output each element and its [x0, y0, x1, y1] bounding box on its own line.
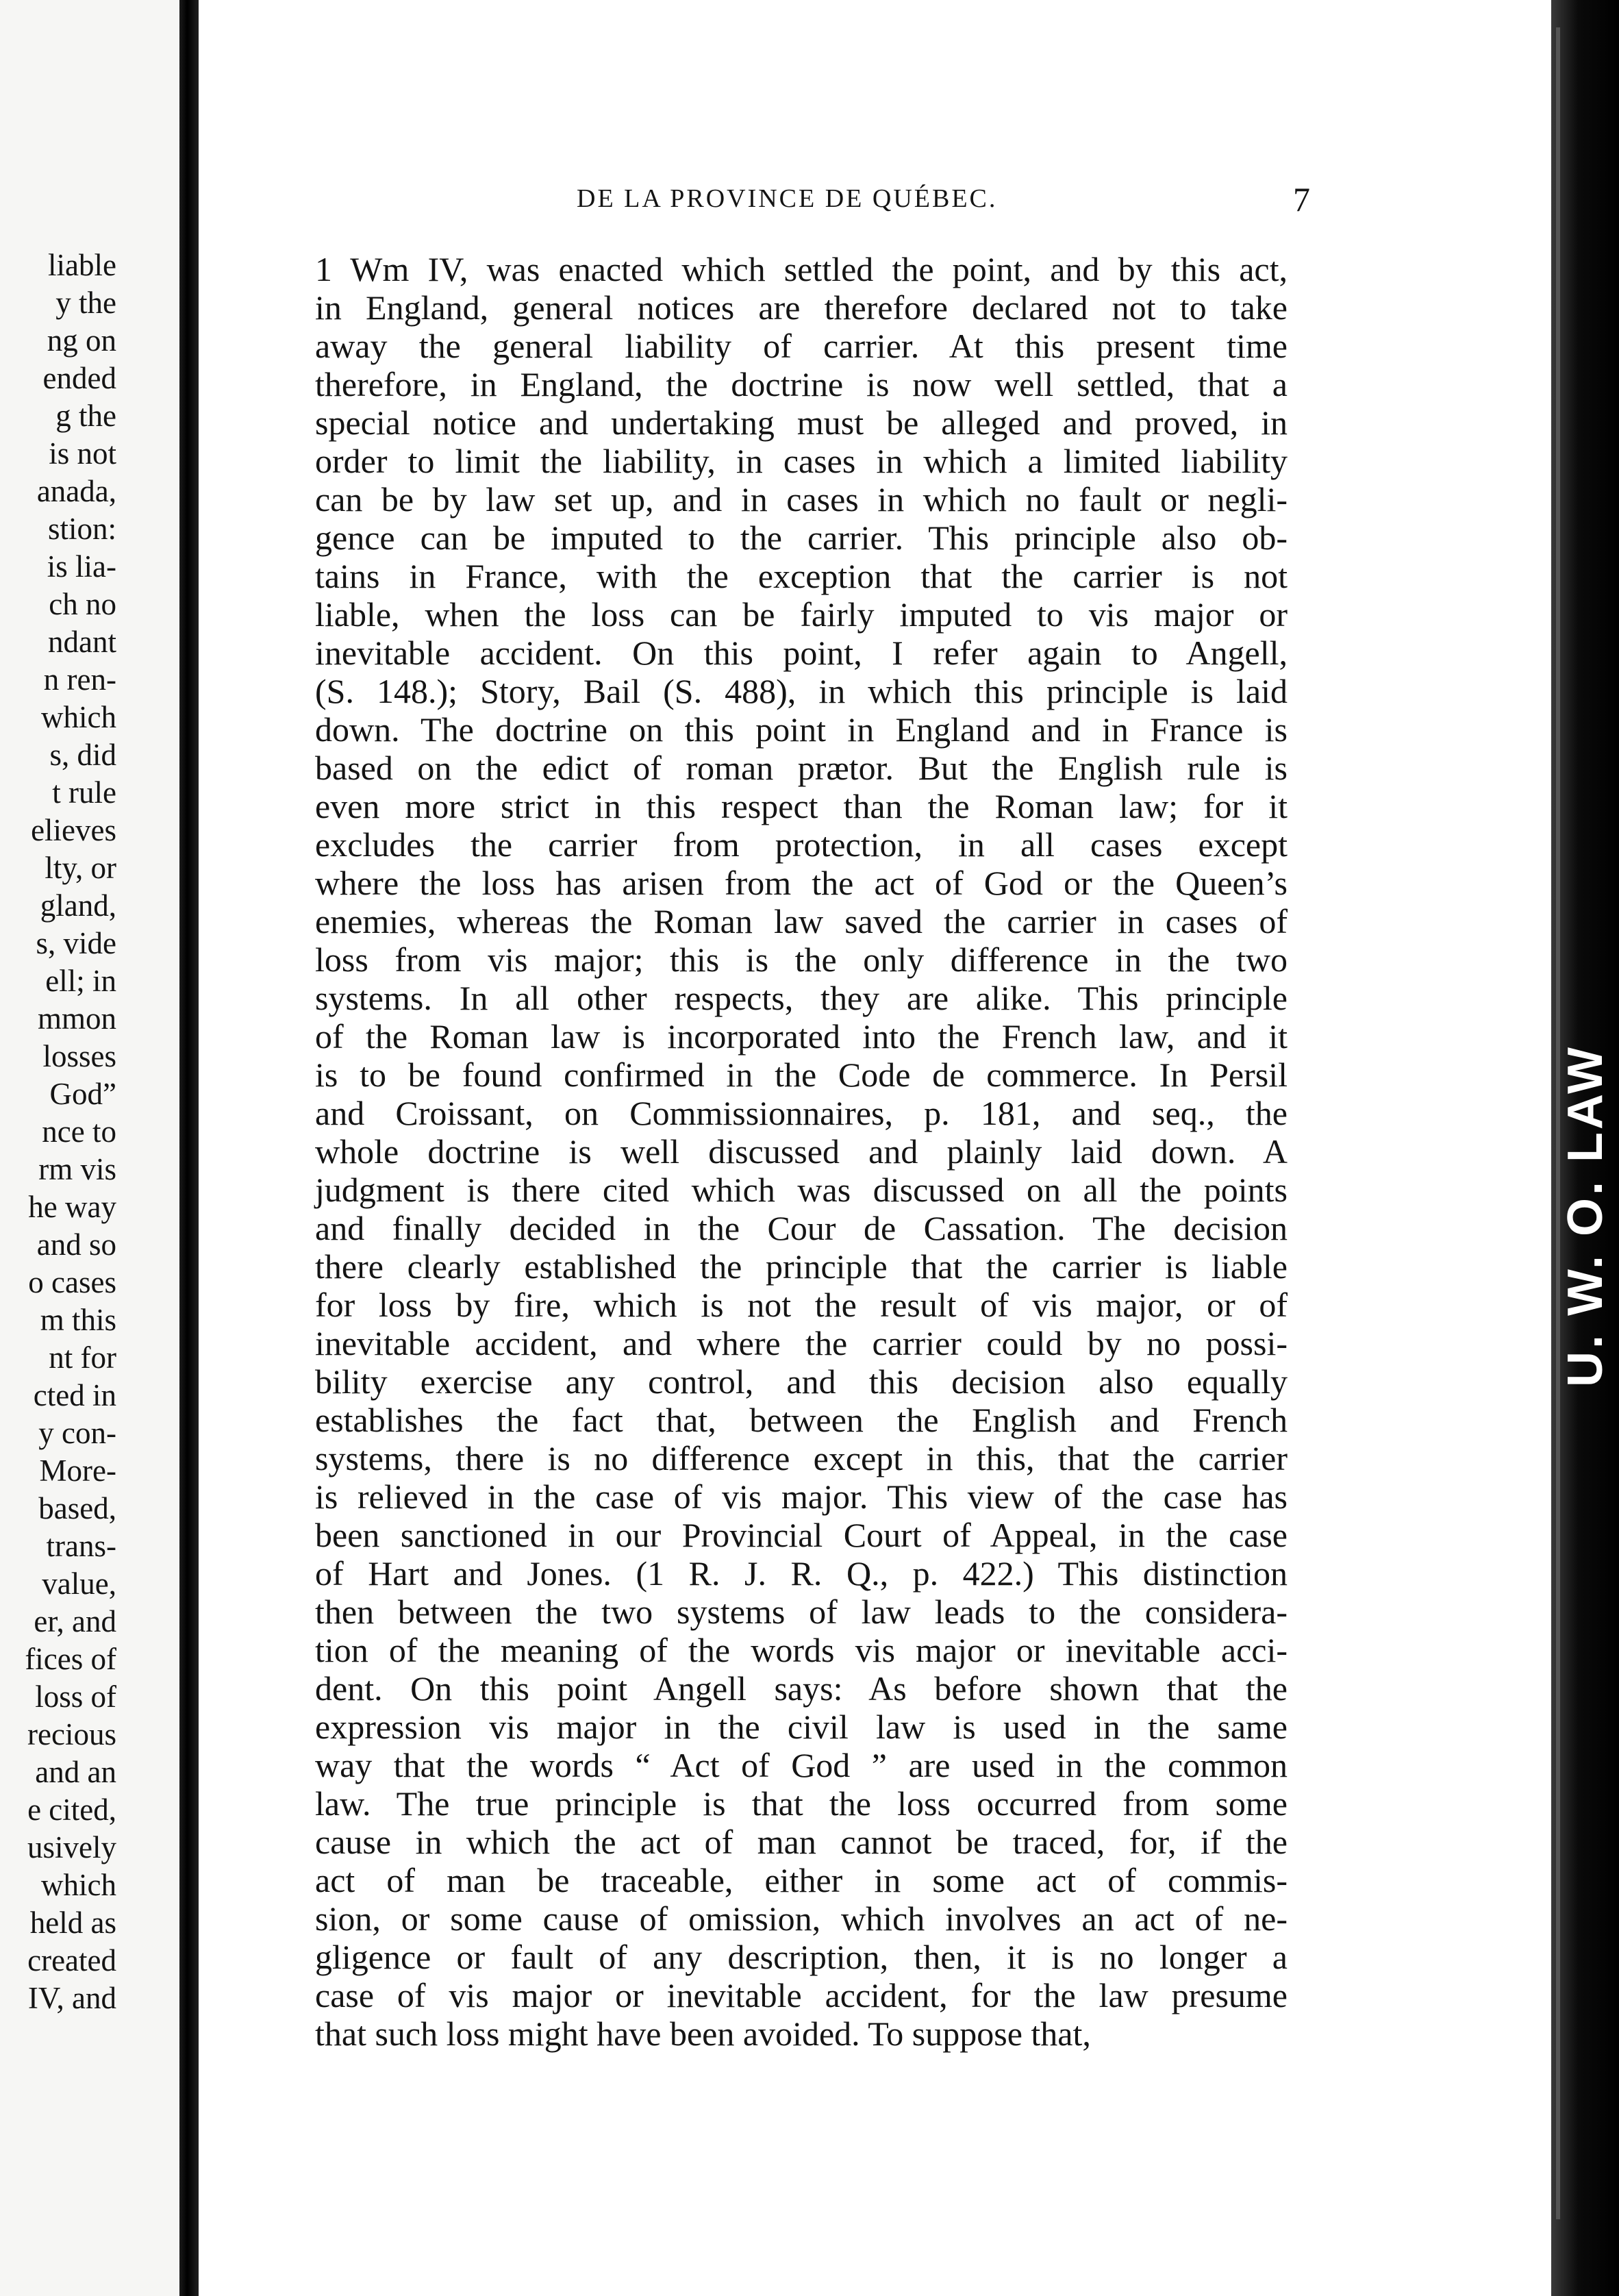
text-line: therefore, in England, the doctrine is now well settled, that a: [315, 365, 1288, 403]
facing-page-line: stion:: [47, 512, 116, 546]
text-line: for loss by fire, which is not the result of vis major, or of: [315, 1286, 1288, 1324]
text-line: away the general liability of carrier. At this present time: [315, 327, 1288, 365]
facing-page-line: which: [41, 700, 116, 734]
text-line: down. The doctrine on this point in England and in France is: [315, 710, 1288, 749]
text-line: 1 Wm IV, was enacted which settled the point, and by this act,: [315, 250, 1288, 288]
facing-page-line: losses: [42, 1039, 116, 1073]
facing-page-text: [25, 247, 116, 2017]
text-line: and Croissant, on Commissionnaires, p. 181, and seq., the: [315, 1094, 1288, 1132]
facing-page-line: er, and: [34, 1604, 116, 1638]
facing-page-line: mmon: [37, 1001, 116, 1036]
text-line: whole doctrine is well discussed and plainly laid down. A: [315, 1132, 1288, 1171]
facing-page-line: usively: [27, 1830, 116, 1864]
facing-page-line: loss of: [35, 1680, 116, 1714]
text-line: gence can be imputed to the carrier. This principle also ob-: [315, 519, 1288, 557]
facing-page-line: value,: [42, 1567, 116, 1601]
text-line: systems, there is no difference except in this, that the carrier: [315, 1439, 1288, 1477]
page-number: 7: [1293, 180, 1310, 219]
running-header: DE LA PROVINCE DE QUÉBEC.: [577, 184, 998, 213]
facing-page-line: nt for: [49, 1340, 116, 1375]
facing-page-line: anada,: [36, 474, 116, 508]
text-line: enemies, whereas the Roman law saved the carrier in cases of: [315, 902, 1288, 940]
facing-page-line: which: [41, 1868, 116, 1902]
text-line: bility exercise any control, and this decision also equally: [315, 1362, 1288, 1401]
facing-page-line: More-: [39, 1453, 116, 1488]
facing-page-line: and so: [36, 1227, 116, 1262]
facing-page-line: n ren-: [43, 662, 116, 697]
text-line: special notice and undertaking must be alleged and proved, in: [315, 403, 1288, 442]
text-line: inevitable accident. On this point, I refer again to Angell,: [315, 634, 1288, 672]
library-stamp-text: U. W. O. LAW: [1558, 1045, 1613, 1387]
text-line: where the loss has arisen from the act of God or the Queen’s: [315, 864, 1288, 902]
facing-page-line: recious: [27, 1717, 116, 1751]
text-line: expression vis major in the civil law is used in the same: [315, 1708, 1288, 1746]
facing-page-line: IV, and: [27, 1981, 116, 2015]
body-text: [315, 250, 1288, 2053]
facing-page-line: ended: [42, 361, 116, 395]
facing-page-line: g the: [55, 399, 116, 433]
text-line: of the Roman law is incorporated into the French law, and it: [315, 1017, 1288, 1056]
text-line: even more strict in this respect than the Roman law; for it: [315, 787, 1288, 825]
book-page: [199, 0, 1551, 2296]
text-line: based on the edict of roman prætor. But the English rule is: [315, 749, 1288, 787]
facing-page-line: is not: [49, 436, 116, 471]
text-line: sion, or some cause of omission, which involves an act of ne-: [315, 1899, 1288, 1938]
text-line: is to be found confirmed in the Code de commerce. In Persil: [315, 1056, 1288, 1094]
binding-shadow: [179, 0, 199, 2296]
facing-page-line: nce to: [42, 1114, 116, 1149]
facing-page-line: e cited,: [27, 1793, 116, 1827]
text-line: cause in which the act of man cannot be traced, for, if the: [315, 1823, 1288, 1861]
facing-page-line: y con-: [38, 1416, 116, 1450]
facing-page-line: and an: [35, 1755, 116, 1789]
facing-page-line: cted in: [33, 1378, 116, 1412]
facing-page-line: is lia-: [47, 549, 116, 584]
facing-page-line: ell; in: [45, 964, 116, 998]
facing-page-line: God”: [49, 1077, 116, 1111]
text-line: order to limit the liability, in cases in which a limited liability: [315, 442, 1288, 480]
text-line: then between the two systems of law leads to the considera-: [315, 1593, 1288, 1631]
text-line: excludes the carrier from protection, in all cases except: [315, 825, 1288, 864]
text-line: way that the words “ Act of God ” are used in the common: [315, 1746, 1288, 1784]
text-line: loss from vis major; this is the only difference in the two: [315, 940, 1288, 979]
text-line: act of man be traceable, either in some act of commis-: [315, 1861, 1288, 1899]
text-line: gligence or fault of any description, then, it is no longer a: [315, 1938, 1288, 1976]
text-line: been sanctioned in our Provincial Court of Appeal, in the case: [315, 1516, 1288, 1554]
facing-page-line: gland,: [40, 888, 116, 923]
text-line: (S. 148.); Story, Bail (S. 488), in which this principle is laid: [315, 672, 1288, 710]
facing-page-line: elieves: [31, 813, 116, 847]
facing-page-line: ndant: [48, 625, 116, 659]
facing-page-line: o cases: [28, 1265, 116, 1299]
text-line: there clearly established the principle that the carrier is liable: [315, 1247, 1288, 1286]
text-line: inevitable accident, and where the carrier could by no possi-: [315, 1324, 1288, 1362]
facing-page-line: s, did: [49, 738, 116, 772]
text-line: in England, general notices are therefore declared not to take: [315, 288, 1288, 327]
facing-page-line: lty, or: [45, 851, 116, 885]
text-line: liable, when the loss can be fairly imputed to vis major or: [315, 595, 1288, 634]
facing-page-line: s, vide: [36, 926, 116, 960]
text-line: dent. On this point Angell says: As before shown that the: [315, 1669, 1288, 1708]
text-line: of Hart and Jones. (1 R. J. R. Q., p. 422.) This distinction: [315, 1554, 1288, 1593]
library-stamp: [1555, 1014, 1616, 1418]
facing-page-line: trans-: [46, 1529, 116, 1563]
facing-page-line: liable: [48, 248, 116, 282]
text-line: can be by law set up, and in cases in which no fault or negli-: [315, 480, 1288, 519]
text-line: is relieved in the case of vis major. This view of the case has: [315, 1477, 1288, 1516]
facing-page-line: y the: [55, 286, 116, 320]
text-line: systems. In all other respects, they are alike. This principle: [315, 979, 1288, 1017]
facing-page-line: held as: [29, 1906, 116, 1940]
facing-page-line: fices of: [25, 1642, 116, 1676]
text-line: case of vis major or inevitable accident, for the law presume: [315, 1976, 1288, 2014]
facing-page-line: ng on: [47, 323, 116, 358]
text-line: tains in France, with the exception that the carrier is not: [315, 557, 1288, 595]
text-line: law. The true principle is that the loss occurred from some: [315, 1784, 1288, 1823]
facing-page-line: rm vis: [38, 1152, 116, 1186]
facing-page: [0, 0, 179, 2296]
text-line: judgment is there cited which was discussed on all the points: [315, 1171, 1288, 1209]
facing-page-line: based,: [38, 1491, 116, 1525]
facing-page-line: m this: [40, 1303, 116, 1337]
facing-page-line: t rule: [52, 775, 116, 810]
text-line: tion of the meaning of the words vis major or inevitable acci-: [315, 1631, 1288, 1669]
facing-page-line: created: [27, 1943, 116, 1977]
facing-page-line: ch no: [49, 587, 116, 621]
text-line: establishes the fact that, between the English and French: [315, 1401, 1288, 1439]
facing-page-line: he way: [28, 1190, 116, 1224]
text-line: that such loss might have been avoided. To suppose that,: [315, 2014, 1091, 2053]
text-line: and finally decided in the Cour de Cassation. The decision: [315, 1209, 1288, 1247]
